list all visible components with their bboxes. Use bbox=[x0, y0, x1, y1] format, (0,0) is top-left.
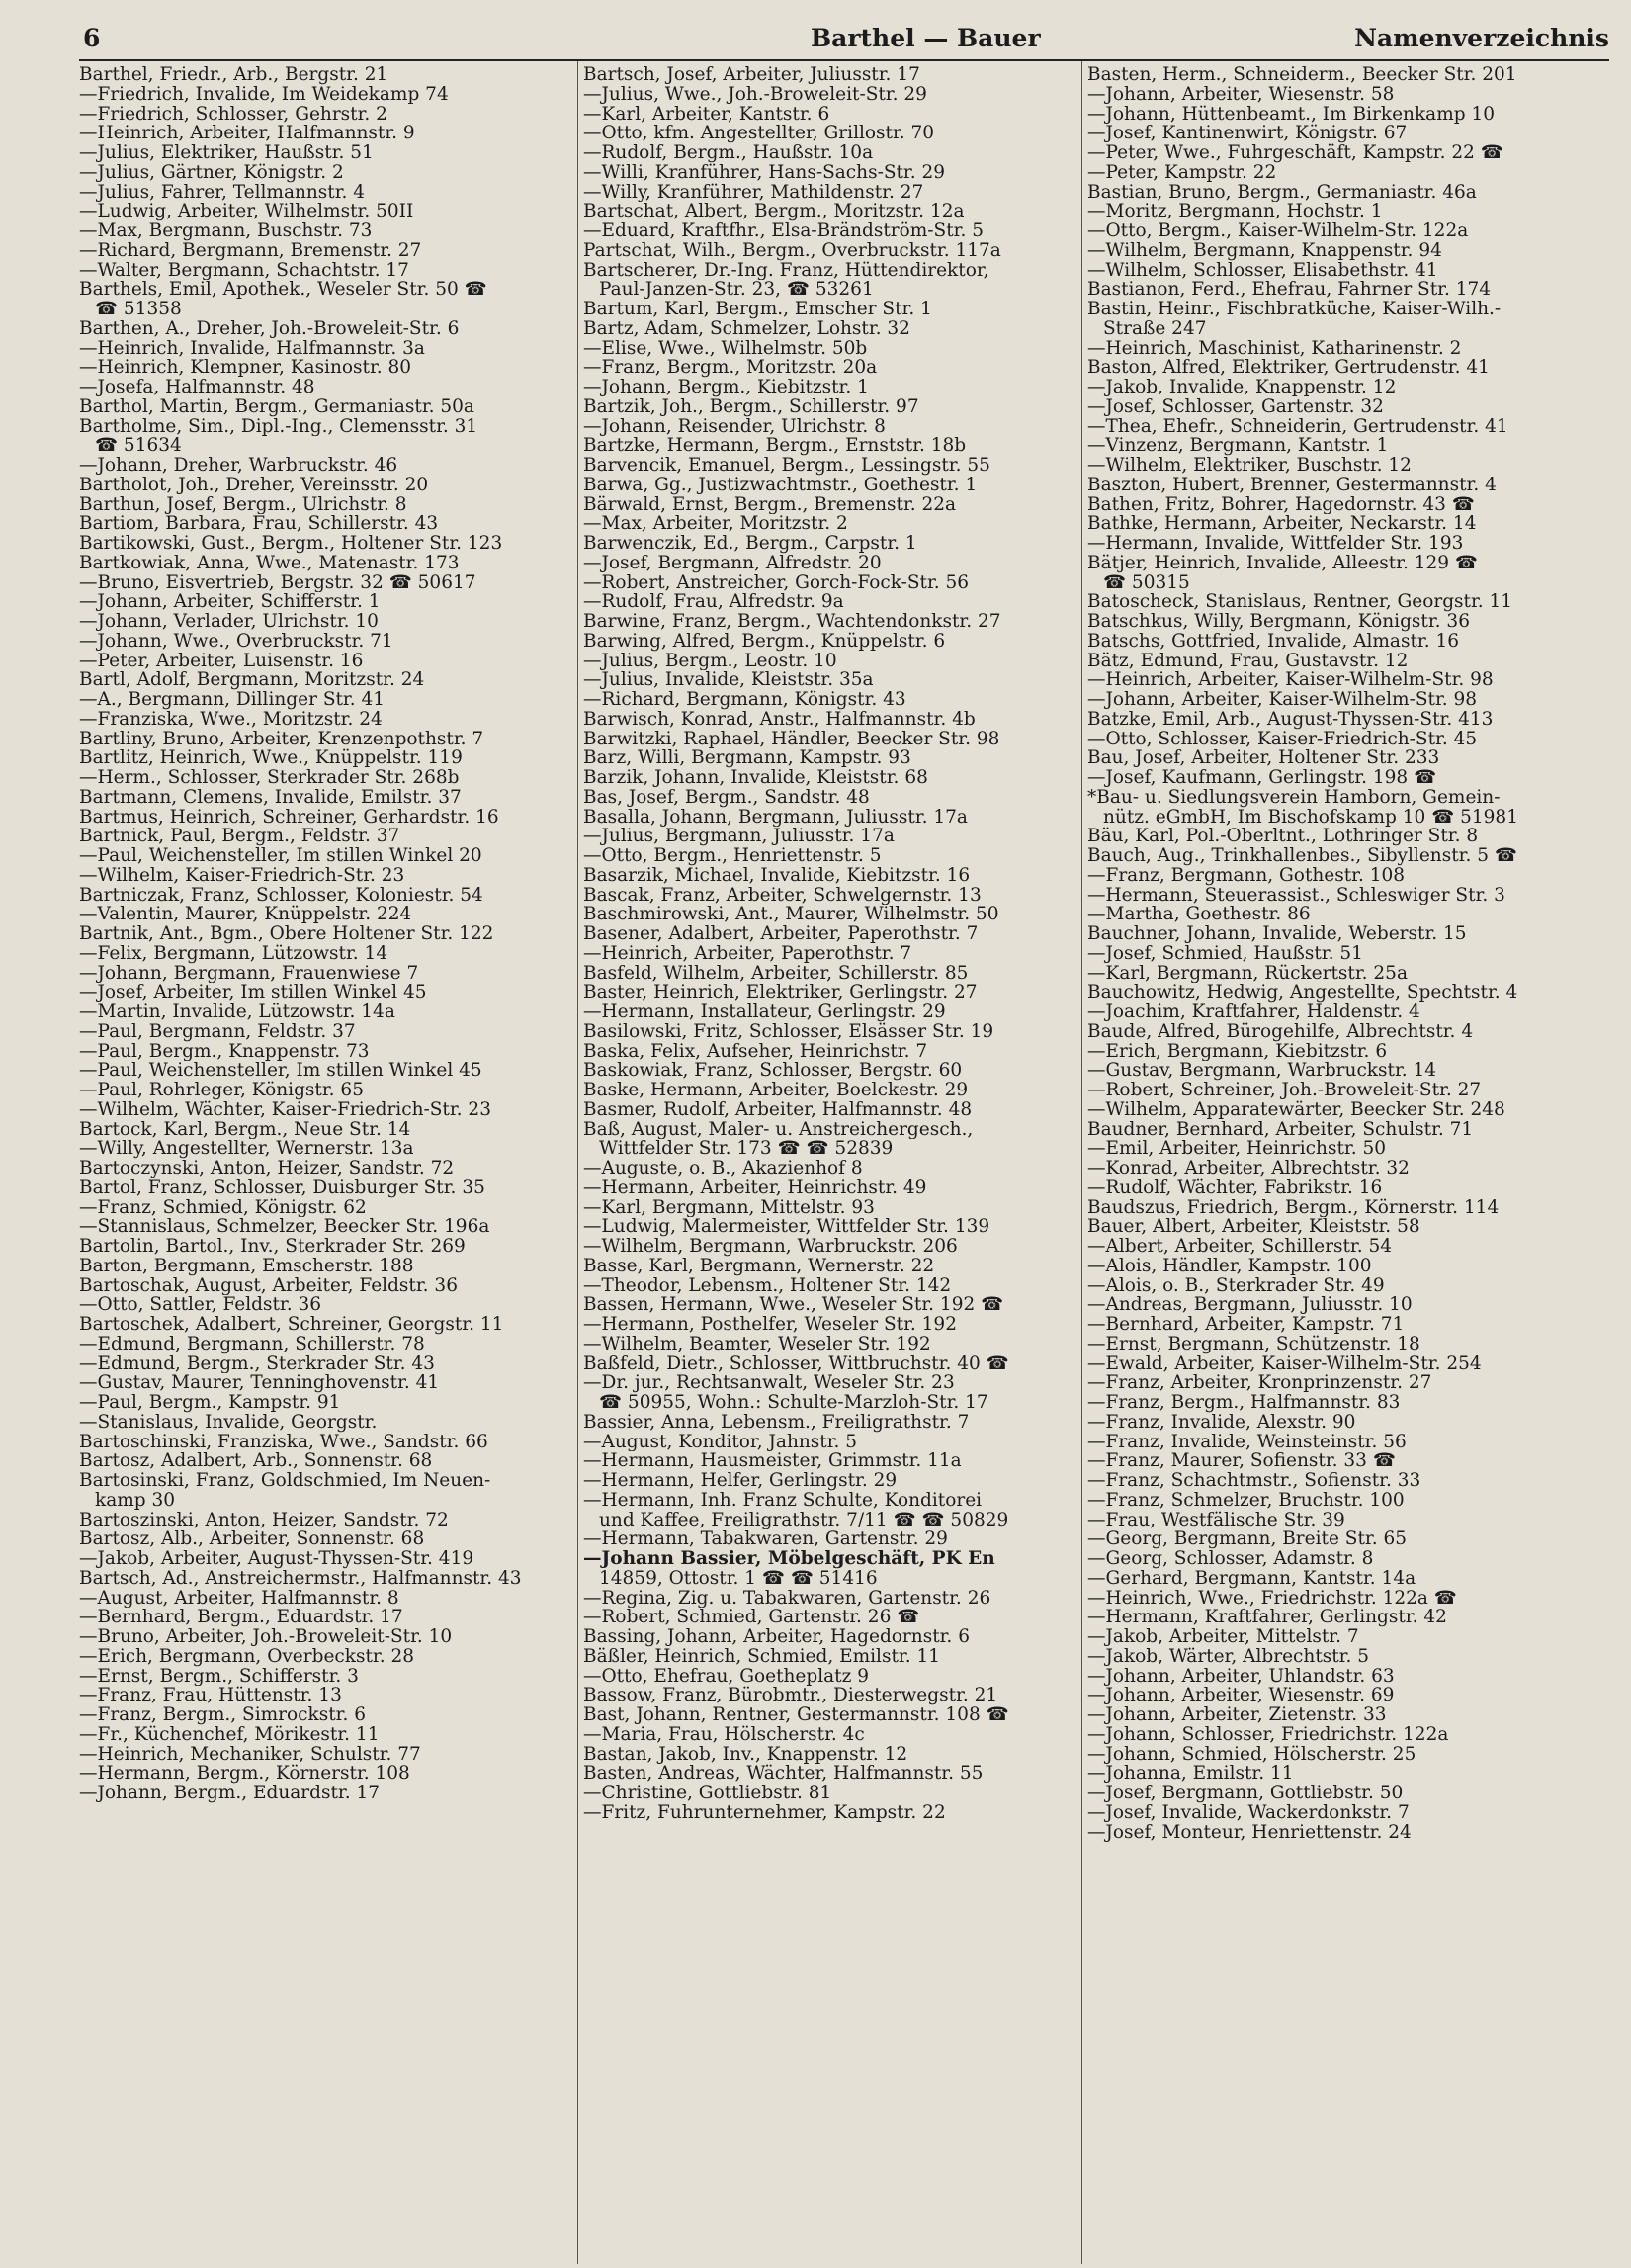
directory-entry: —Walter, Bergmann, Schachtstr. 17 bbox=[79, 260, 409, 281]
directory-entry: Bauer, Albert, Arbeiter, Kleiststr. 58 bbox=[1087, 1217, 1420, 1237]
directory-entry: —Johann, Schmied, Hölscherstr. 25 bbox=[1087, 1744, 1416, 1765]
directory-entry: —Peter, Kampstr. 22 bbox=[1087, 162, 1277, 183]
directory-entry: —Konrad, Arbeiter, Albrechtstr. 32 bbox=[1087, 1159, 1410, 1178]
directory-entry: —Wilhelm, Wächter, Kaiser-Friedrich-Str. 23 bbox=[79, 1099, 491, 1120]
directory-entry: Bartzke, Hermann, Bergm., Ernststr. 18b bbox=[583, 436, 967, 456]
directory-entry: —Ludwig, Malermeister, Wittfelder Str. 139 bbox=[583, 1217, 990, 1237]
directory-entry: —Paul, Bergmann, Feldstr. 37 bbox=[79, 1021, 356, 1042]
directory-entry: Basilowski, Fritz, Schlosser, Elsässer Str. 19 bbox=[583, 1021, 994, 1042]
directory-entry: Barthen, A., Dreher, Joh.-Broweleit-Str. 6 bbox=[79, 318, 460, 339]
directory-entry: —Stannislaus, Schmelzer, Beecker Str. 196a bbox=[79, 1217, 490, 1237]
directory-entry: —Karl, Bergmann, Rückertstr. 25a bbox=[1087, 963, 1408, 984]
running-head: Barthel — Bauer bbox=[811, 24, 1041, 52]
directory-entry: Straße 247 bbox=[1103, 318, 1207, 339]
directory-entry: Bartkowiak, Anna, Wwe., Matenastr. 173 bbox=[79, 553, 460, 573]
directory-entry: Bartschat, Albert, Bergm., Moritzstr. 12a bbox=[583, 202, 965, 221]
directory-entry: Batschkus, Willy, Bergmann, Königstr. 36 bbox=[1087, 612, 1470, 632]
directory-entry: —Paul, Bergm., Knappenstr. 73 bbox=[79, 1041, 370, 1062]
directory-entry: —Dr. jur., Rechtsanwalt, Weseler Str. 23 bbox=[583, 1373, 955, 1393]
directory-entry: —Alois, Händler, Kampstr. 100 bbox=[1087, 1256, 1372, 1276]
directory-entry: —Edmund, Bergm., Sterkrader Str. 43 bbox=[79, 1353, 435, 1374]
directory-entry: —Julius, Invalide, Kleiststr. 35a bbox=[583, 670, 874, 690]
directory-entry: —Josefa, Halfmannstr. 48 bbox=[79, 378, 315, 397]
directory-entry: —Julius, Bergm., Leostr. 10 bbox=[583, 651, 837, 671]
directory-entry: —Albert, Arbeiter, Schillerstr. 54 bbox=[1087, 1237, 1393, 1257]
directory-entry: Bärwald, Ernst, Bergm., Bremenstr. 22a bbox=[583, 494, 957, 515]
directory-entry: —Hermann, Arbeiter, Heinrichstr. 49 bbox=[583, 1178, 927, 1198]
directory-entry: Batschs, Gottfried, Invalide, Almastr. 16 bbox=[1087, 631, 1460, 652]
directory-entry: —Hermann, Tabakwaren, Gartenstr. 29 bbox=[583, 1529, 948, 1549]
entry-column-2 bbox=[583, 65, 1075, 2262]
directory-entry: —Bruno, Arbeiter, Joh.-Broweleit-Str. 10 bbox=[79, 1627, 453, 1647]
directory-entry: —Jakob, Invalide, Knappenstr. 12 bbox=[1087, 378, 1397, 397]
directory-entry: Bassen, Hermann, Wwe., Weseler Str. 192 ☎ bbox=[583, 1295, 1004, 1315]
directory-entry: —Peter, Arbeiter, Luisenstr. 16 bbox=[79, 651, 364, 671]
directory-entry: —Elise, Wwe., Wilhelmstr. 50b bbox=[583, 338, 868, 359]
directory-entry: —Friedrich, Schlosser, Gehrstr. 2 bbox=[79, 104, 387, 125]
directory-entry: —Georg, Schlosser, Adamstr. 8 bbox=[1087, 1549, 1374, 1569]
directory-entry: Baß, August, Maler- u. Anstreichergesch., bbox=[583, 1119, 974, 1140]
directory-entry: —Hermann, Hausmeister, Grimmstr. 11a bbox=[583, 1451, 962, 1471]
directory-entry: —Wilhelm, Bergmann, Warbruckstr. 206 bbox=[583, 1237, 958, 1257]
directory-entry: Basse, Karl, Bergmann, Wernerstr. 22 bbox=[583, 1256, 935, 1276]
directory-entry: —Hermann, Installateur, Gerlingstr. 29 bbox=[583, 1003, 946, 1022]
directory-entry: Bartmus, Heinrich, Schreiner, Gerhardstr. 16 bbox=[79, 807, 499, 828]
directory-entry: —Richard, Bergmann, Königstr. 43 bbox=[583, 690, 906, 710]
directory-entry: —Wilhelm, Beamter, Weseler Str. 192 bbox=[583, 1334, 931, 1354]
directory-entry: —Robert, Anstreicher, Gorch-Fock-Str. 56 bbox=[583, 572, 970, 593]
directory-entry: Baschmirowski, Ant., Maurer, Wilhelmstr. 50 bbox=[583, 905, 999, 924]
directory-entry: Bätjer, Heinrich, Invalide, Alleestr. 129 ☎ bbox=[1087, 553, 1478, 573]
directory-entry: —Johann, Bergm., Eduardstr. 17 bbox=[79, 1784, 381, 1803]
directory-entry: Baston, Alfred, Elektriker, Gertrudenstr. 41 bbox=[1087, 358, 1490, 378]
directory-entry: —Otto, Ehefrau, Goetheplatz 9 bbox=[583, 1666, 869, 1687]
directory-entry: —Martha, Goethestr. 86 bbox=[1087, 905, 1311, 924]
directory-entry: Bartscherer, Dr.-Ing. Franz, Hüttendirektor, bbox=[583, 260, 989, 281]
directory-entry: —Rudolf, Frau, Alfredstr. 9a bbox=[583, 592, 844, 612]
directory-entry: —Josef, Bergmann, Gottliebstr. 50 bbox=[1087, 1784, 1404, 1803]
directory-entry: —Josef, Monteur, Henriettenstr. 24 bbox=[1087, 1822, 1412, 1843]
directory-entry: ☎ 51634 bbox=[95, 436, 182, 456]
directory-entry: —Rudolf, Wächter, Fabrikstr. 16 bbox=[1087, 1178, 1383, 1198]
directory-entry: Bartoschinski, Franziska, Wwe., Sandstr. 66 bbox=[79, 1432, 488, 1452]
directory-entry: Bartoszinski, Anton, Heizer, Sandstr. 72 bbox=[79, 1510, 449, 1530]
directory-entry: —August, Arbeiter, Halfmannstr. 8 bbox=[79, 1588, 399, 1609]
directory-entry: —Heinrich, Arbeiter, Paperothstr. 7 bbox=[583, 943, 912, 964]
directory-entry: —Otto, Bergm., Kaiser-Wilhelm-Str. 122a bbox=[1087, 221, 1469, 241]
directory-entry: —Hermann, Bergm., Körnerstr. 108 bbox=[79, 1764, 410, 1784]
directory-entry: Bartsch, Josef, Arbeiter, Juliusstr. 17 bbox=[583, 65, 920, 85]
directory-entry: Bäßler, Heinrich, Schmied, Emilstr. 11 bbox=[583, 1646, 941, 1667]
directory-entry: —Wilhelm, Apparatewärter, Beecker Str. 248 bbox=[1087, 1099, 1505, 1120]
directory-entry: —Johann, Arbeiter, Wiesenstr. 69 bbox=[1087, 1686, 1395, 1705]
directory-entry: Batoscheck, Stanislaus, Rentner, Georgstr. 11 bbox=[1087, 592, 1513, 612]
directory-entry: Barwa, Gg., Justizwachtmstr., Goethestr. 1 bbox=[583, 475, 978, 495]
directory-entry: Bartol, Franz, Schlosser, Duisburger Str. 35 bbox=[79, 1178, 485, 1198]
directory-entry: —Gustav, Maurer, Tenninghovenstr. 41 bbox=[79, 1373, 440, 1393]
directory-entry: Bartholot, Joh., Dreher, Vereinsstr. 20 bbox=[79, 475, 429, 495]
directory-entry: —Johann, Arbeiter, Zietenstr. 33 bbox=[1087, 1705, 1387, 1725]
directory-entry: —Wilhelm, Bergmann, Knappenstr. 94 bbox=[1087, 240, 1442, 261]
directory-entry: —Karl, Arbeiter, Kantstr. 6 bbox=[583, 104, 830, 125]
directory-entry: —Gerhard, Bergmann, Kantstr. 14a bbox=[1087, 1568, 1416, 1589]
directory-entry: Barwing, Alfred, Bergm., Knüppelstr. 6 bbox=[583, 631, 946, 652]
directory-entry: Bartlitz, Heinrich, Wwe., Knüppelstr. 119 bbox=[79, 748, 463, 768]
directory-entry: —Heinrich, Invalide, Halfmannstr. 3a bbox=[79, 338, 425, 359]
directory-entry: —Franz, Bergm., Simrockstr. 6 bbox=[79, 1705, 367, 1725]
directory-entry: —Heinrich, Arbeiter, Kaiser-Wilhelm-Str. 98 bbox=[1087, 670, 1494, 690]
directory-entry: Bassier, Anna, Lebensm., Freiligrathstr. 7 bbox=[583, 1412, 970, 1433]
directory-entry: —Herm., Schlosser, Sterkrader Str. 268b bbox=[79, 768, 460, 788]
directory-entry: —Hermann, Inh. Franz Schulte, Konditorei bbox=[583, 1490, 983, 1511]
directory-entry: —Hermann, Steuerassist., Schleswiger Str. 3 bbox=[1087, 885, 1505, 906]
directory-entry: —Valentin, Maurer, Knüppelstr. 224 bbox=[79, 905, 412, 924]
column-divider bbox=[1081, 61, 1082, 2264]
directory-entry: —Franziska, Wwe., Moritzstr. 24 bbox=[79, 709, 383, 730]
directory-entry: —Josef, Kaufmann, Gerlingstr. 198 ☎ bbox=[1087, 768, 1437, 788]
directory-entry: Basarzik, Michael, Invalide, Kiebitzstr. 16 bbox=[583, 865, 971, 886]
directory-entry: —Franz, Maurer, Sofienstr. 33 ☎ bbox=[1087, 1451, 1396, 1471]
directory-entry: —Johann, Verlader, Ulrichstr. 10 bbox=[79, 612, 379, 632]
directory-entry: —Heinrich, Arbeiter, Halfmannstr. 9 bbox=[79, 124, 415, 143]
directory-entry: —Paul, Weichensteller, Im stillen Winkel 20 bbox=[79, 846, 482, 866]
directory-entry: —Theodor, Lebensm., Holtener Str. 142 bbox=[583, 1275, 952, 1296]
directory-entry: Bartikowski, Gust., Bergm., Holtener Str. 123 bbox=[79, 534, 503, 554]
directory-entry: —Emil, Arbeiter, Heinrichstr. 50 bbox=[1087, 1139, 1386, 1159]
directory-entry: Bartmann, Clemens, Invalide, Emilstr. 37 bbox=[79, 787, 462, 808]
directory-entry: Bassow, Franz, Bürobmtr., Diesterwegstr. 21 bbox=[583, 1686, 998, 1705]
directory-entry: —Heinrich, Klempner, Kasinostr. 80 bbox=[79, 358, 412, 378]
directory-entry: —Franz, Bergm., Moritzstr. 20a bbox=[583, 358, 878, 378]
directory-entry: —Erich, Bergmann, Kiebitzstr. 6 bbox=[1087, 1041, 1388, 1062]
directory-entry: Bartolin, Bartol., Inv., Sterkrader Str. 269 bbox=[79, 1237, 466, 1257]
directory-entry: Baude, Alfred, Bürogehilfe, Albrechtstr. 4 bbox=[1087, 1021, 1474, 1042]
directory-entry: Baudszus, Friedrich, Bergm., Körnerstr. 114 bbox=[1087, 1197, 1500, 1218]
directory-entry: —Johann, Bergmann, Frauenwiese 7 bbox=[79, 963, 419, 984]
directory-entry: —Hermann, Helfer, Gerlingstr. 29 bbox=[583, 1471, 898, 1491]
directory-entry: —Josef, Arbeiter, Im stillen Winkel 45 bbox=[79, 983, 427, 1003]
directory-entry: —Karl, Bergmann, Mittelstr. 93 bbox=[583, 1197, 875, 1218]
directory-entry: 14859, Ottostr. 1 ☎ ☎ 51416 bbox=[599, 1568, 878, 1589]
directory-entry: —Julius, Bergmann, Juliusstr. 17a bbox=[583, 827, 895, 846]
directory-entry: Barthel, Friedr., Arb., Bergstr. 21 bbox=[79, 65, 388, 85]
directory-entry: —Felix, Bergmann, Lützowstr. 14 bbox=[79, 943, 388, 964]
directory-entry: Bathen, Fritz, Bohrer, Hagedornstr. 43 ☎ bbox=[1087, 494, 1475, 515]
directory-entry: —Johann, Arbeiter, Kaiser-Wilhelm-Str. 98 bbox=[1087, 690, 1478, 710]
directory-entry: —Johann, Arbeiter, Schifferstr. 1 bbox=[79, 592, 381, 612]
directory-entry: Bartliny, Bruno, Arbeiter, Krenzenpothstr. 7 bbox=[79, 729, 484, 749]
directory-entry: —Paul, Rohrleger, Königstr. 65 bbox=[79, 1081, 364, 1100]
directory-entry: Bas, Josef, Bergm., Sandstr. 48 bbox=[583, 787, 870, 808]
directory-entry: Bartiom, Barbara, Frau, Schillerstr. 43 bbox=[79, 514, 439, 534]
directory-entry: Basten, Andreas, Wächter, Halfmannstr. 55 bbox=[583, 1764, 984, 1784]
directory-entry: Basten, Herm., Schneiderm., Beecker Str. 201 bbox=[1087, 65, 1517, 85]
directory-entry: —Johann, Schlosser, Friedrichstr. 122a bbox=[1087, 1724, 1449, 1745]
directory-entry: Bartosz, Adalbert, Arb., Sonnenstr. 68 bbox=[79, 1451, 433, 1471]
directory-entry: Bau, Josef, Arbeiter, Holtener Str. 233 bbox=[1087, 748, 1440, 768]
directory-entry: Bastan, Jakob, Inv., Knappenstr. 12 bbox=[583, 1744, 908, 1765]
directory-entry: —Max, Bergmann, Buschstr. 73 bbox=[79, 221, 373, 241]
directory-entry: Bartholme, Sim., Dipl.-Ing., Clemensstr. 31 bbox=[79, 416, 478, 437]
directory-entry: —Stanislaus, Invalide, Georgstr. bbox=[79, 1412, 378, 1433]
directory-entry: —Otto, Bergm., Henriettenstr. 5 bbox=[583, 846, 882, 866]
directory-entry: —Paul, Weichensteller, Im stillen Winkel 45 bbox=[79, 1061, 482, 1081]
directory-entry: Bäu, Karl, Pol.-Oberltnt., Lothringer Str. 8 bbox=[1087, 827, 1479, 846]
directory-entry: Baskowiak, Franz, Schlosser, Bergstr. 60 bbox=[583, 1061, 963, 1081]
directory-entry: —Thea, Ehefr., Schneiderin, Gertrudenstr. 41 bbox=[1087, 416, 1508, 437]
directory-entry: Barvencik, Emanuel, Bergm., Lessingstr. 55 bbox=[583, 456, 990, 476]
directory-entry: Basener, Adalbert, Arbeiter, Paperothstr. 7 bbox=[583, 924, 979, 944]
directory-entry: Barthun, Josef, Bergm., Ulrichstr. 8 bbox=[79, 494, 407, 515]
directory-entry: —Johann, Hüttenbeamt., Im Birkenkamp 10 bbox=[1087, 104, 1496, 125]
directory-entry: —Robert, Schmied, Gartenstr. 26 ☎ bbox=[583, 1608, 920, 1627]
directory-entry: Barthels, Emil, Apothek., Weseler Str. 50 ☎ bbox=[79, 280, 487, 300]
directory-entry: —Fritz, Fuhrunternehmer, Kampstr. 22 bbox=[583, 1802, 946, 1823]
directory-entry: Barwine, Franz, Bergm., Wachtendonkstr. 27 bbox=[583, 612, 1001, 632]
directory-entry: Baßfeld, Dietr., Schlosser, Wittbruchstr. 40 ☎ bbox=[583, 1353, 1009, 1374]
directory-entry: —Johann, Dreher, Warbruckstr. 46 bbox=[79, 456, 398, 476]
directory-entry: Barton, Bergmann, Emscherstr. 188 bbox=[79, 1256, 414, 1276]
directory-entry: Bartnik, Ant., Bgm., Obere Holtener Str. 122 bbox=[79, 924, 494, 944]
directory-entry: —Josef, Invalide, Wackerdonkstr. 7 bbox=[1087, 1802, 1410, 1823]
directory-entry: —Hermann, Posthelfer, Weseler Str. 192 bbox=[583, 1315, 957, 1335]
directory-entry: —Franz, Schmied, Königstr. 62 bbox=[79, 1197, 367, 1218]
directory-entry: Partschat, Wilh., Bergm., Overbruckstr. 117a bbox=[583, 240, 1001, 261]
directory-entry: —Franz, Bergm., Halfmannstr. 83 bbox=[1087, 1393, 1401, 1413]
directory-entry: —Julius, Elektriker, Haußstr. 51 bbox=[79, 143, 374, 163]
directory-entry: Bartosinski, Franz, Goldschmied, Im Neuen- bbox=[79, 1471, 491, 1491]
page-number: 6 bbox=[83, 24, 101, 52]
directory-entry: —Bernhard, Bergm., Eduardstr. 17 bbox=[79, 1608, 403, 1627]
directory-entry: —Jakob, Arbeiter, Mittelstr. 7 bbox=[1087, 1627, 1359, 1647]
directory-entry: —Erich, Bergmann, Overbeckstr. 28 bbox=[79, 1646, 415, 1667]
directory-entry: —Wilhelm, Schlosser, Elisabethstr. 41 bbox=[1087, 260, 1438, 281]
directory-entry: Bascak, Franz, Arbeiter, Schwelgernstr. 13 bbox=[583, 885, 982, 906]
directory-entry: —Julius, Fahrer, Tellmannstr. 4 bbox=[79, 182, 366, 203]
directory-entry: und Kaffee, Freiligrathstr. 7/11 ☎ ☎ 50829 bbox=[599, 1510, 1009, 1530]
directory-entry: Bauch, Aug., Trinkhallenbes., Sibyllenstr. 5 ☎ bbox=[1087, 846, 1517, 866]
directory-entry: Baske, Hermann, Arbeiter, Boelckestr. 29 bbox=[583, 1081, 969, 1100]
directory-entry: Barwisch, Konrad, Anstr., Halfmannstr. 4b bbox=[583, 709, 976, 730]
directory-entry: Bartniczak, Franz, Schlosser, Koloniestr. 54 bbox=[79, 885, 483, 906]
directory-entry: —Auguste, o. B., Akazienhof 8 bbox=[583, 1159, 863, 1178]
directory-entry: Barz, Willi, Bergmann, Kampstr. 93 bbox=[583, 748, 911, 768]
directory-entry: —Josef, Schlosser, Gartenstr. 32 bbox=[1087, 396, 1384, 417]
directory-entry: Bartoschak, August, Arbeiter, Feldstr. 36 bbox=[79, 1275, 458, 1296]
directory-entry: Bartum, Karl, Bergm., Emscher Str. 1 bbox=[583, 300, 932, 319]
directory-entry: —Johann, Bergm., Kiebitzstr. 1 bbox=[583, 378, 869, 397]
directory-entry: Bartnick, Paul, Bergm., Feldstr. 37 bbox=[79, 827, 400, 846]
directory-entry: —Josef, Bergmann, Alfredstr. 20 bbox=[583, 553, 882, 573]
directory-entry: —Ludwig, Arbeiter, Wilhelmstr. 50II bbox=[79, 202, 414, 221]
directory-entry: Bartzik, Joh., Bergm., Schillerstr. 97 bbox=[583, 396, 919, 417]
directory-entry: Baudner, Bernhard, Arbeiter, Schulstr. 71 bbox=[1087, 1119, 1474, 1140]
directory-entry: Barwenczik, Ed., Bergm., Carpstr. 1 bbox=[583, 534, 917, 554]
directory-entry: —Robert, Schreiner, Joh.-Broweleit-Str. 27 bbox=[1087, 1081, 1482, 1100]
directory-entry: —Franz, Bergmann, Gothestr. 108 bbox=[1087, 865, 1406, 886]
directory-entry: —Ernst, Bergmann, Schützenstr. 18 bbox=[1087, 1334, 1420, 1354]
directory-entry: —August, Konditor, Jahnstr. 5 bbox=[583, 1432, 858, 1452]
directory-entry: —Frau, Westfälische Str. 39 bbox=[1087, 1510, 1345, 1530]
directory-entry: —Willy, Angestellter, Wernerstr. 13a bbox=[79, 1139, 414, 1159]
directory-entry: —Bernhard, Arbeiter, Kampstr. 71 bbox=[1087, 1315, 1405, 1335]
directory-entry: —Johann, Reisender, Ulrichstr. 8 bbox=[583, 416, 886, 437]
directory-entry: Barzik, Johann, Invalide, Kleiststr. 68 bbox=[583, 768, 928, 788]
directory-entry: Bartl, Adolf, Bergmann, Moritzstr. 24 bbox=[79, 670, 425, 690]
directory-entry: Batzke, Emil, Arb., August-Thyssen-Str. 413 bbox=[1087, 709, 1494, 730]
directory-entry: —Franz, Invalide, Weinsteinstr. 56 bbox=[1087, 1432, 1407, 1452]
directory-entry: —Jakob, Arbeiter, August-Thyssen-Str. 419 bbox=[79, 1549, 474, 1569]
directory-entry: Bastian, Bruno, Bergm., Germaniastr. 46a bbox=[1087, 182, 1477, 203]
directory-entry: Bast, Johann, Rentner, Gestermannstr. 108 ☎ bbox=[583, 1705, 1009, 1725]
directory-entry: Baska, Felix, Aufseher, Heinrichstr. 7 bbox=[583, 1041, 928, 1062]
directory-entry: —Johann Bassier, Möbelgeschäft, PK En bbox=[583, 1549, 995, 1569]
directory-entry: Bassing, Johann, Arbeiter, Hagedornstr. 6 bbox=[583, 1627, 970, 1647]
directory-entry: —Johann, Arbeiter, Uhlandstr. 63 bbox=[1087, 1666, 1395, 1687]
directory-entry: —Gustav, Bergmann, Warbruckstr. 14 bbox=[1087, 1061, 1437, 1081]
directory-entry: —Heinrich, Wwe., Friedrichstr. 122a ☎ bbox=[1087, 1588, 1457, 1609]
directory-entry: —Wilhelm, Kaiser-Friedrich-Str. 23 bbox=[79, 865, 405, 886]
directory-entry: Baszton, Hubert, Brenner, Gestermannstr. 4 bbox=[1087, 475, 1497, 495]
directory-entry: kamp 30 bbox=[95, 1490, 176, 1511]
directory-entry: Basmer, Rudolf, Arbeiter, Halfmannstr. 48 bbox=[583, 1099, 973, 1120]
directory-entry: Basfeld, Wilhelm, Arbeiter, Schillerstr. 85 bbox=[583, 963, 969, 984]
directory-entry: —Bruno, Eisvertrieb, Bergstr. 32 ☎ 50617 bbox=[79, 572, 476, 593]
directory-entry: Bastin, Heinr., Fischbratküche, Kaiser-Wilh.- bbox=[1087, 300, 1502, 319]
directory-entry: Bartz, Adam, Schmelzer, Lohstr. 32 bbox=[583, 318, 910, 339]
directory-entry: —Otto, Sattler, Feldstr. 36 bbox=[79, 1295, 322, 1315]
directory-entry: ☎ 50315 bbox=[1103, 572, 1190, 593]
directory-entry: —Moritz, Bergmann, Hochstr. 1 bbox=[1087, 202, 1383, 221]
column-divider bbox=[577, 61, 578, 2264]
directory-entry: —Andreas, Bergmann, Juliusstr. 10 bbox=[1087, 1295, 1413, 1315]
directory-entry: —Franz, Arbeiter, Kronprinzenstr. 27 bbox=[1087, 1373, 1432, 1393]
directory-entry: —Christine, Gottliebstr. 81 bbox=[583, 1784, 832, 1803]
directory-entry: —Max, Arbeiter, Moritzstr. 2 bbox=[583, 514, 848, 534]
directory-entry: Bartsch, Ad., Anstreichermstr., Halfmannstr. 43 bbox=[79, 1568, 522, 1589]
directory-entry: —A., Bergmann, Dillinger Str. 41 bbox=[79, 690, 386, 710]
directory-entry: Bartoczynski, Anton, Heizer, Sandstr. 72 bbox=[79, 1159, 455, 1178]
directory-entry: Bätz, Edmund, Frau, Gustavstr. 12 bbox=[1087, 651, 1409, 671]
directory-entry: —Franz, Frau, Hüttenstr. 13 bbox=[79, 1686, 342, 1705]
directory-entry: —Fr., Küchenchef, Mörikestr. 11 bbox=[79, 1724, 380, 1745]
directory-entry: —Josef, Kantinenwirt, Königstr. 67 bbox=[1087, 124, 1408, 143]
header-rule bbox=[79, 59, 1609, 61]
directory-entry: Bauchowitz, Hedwig, Angestellte, Spechtstr. 4 bbox=[1087, 983, 1518, 1003]
directory-entry: nütz. eGmbH, Im Bischofskamp 10 ☎ 51981 bbox=[1103, 807, 1518, 828]
directory-entry: —Heinrich, Mechaniker, Schulstr. 77 bbox=[79, 1744, 421, 1765]
directory-entry: Baster, Heinrich, Elektriker, Gerlingstr. 27 bbox=[583, 983, 978, 1003]
directory-entry: —Maria, Frau, Hölscherstr. 4c bbox=[583, 1724, 865, 1745]
directory-entry: —Julius, Wwe., Joh.-Broweleit-Str. 29 bbox=[583, 84, 927, 105]
page-header bbox=[79, 24, 1609, 63]
directory-entry: —Johanna, Emilstr. 11 bbox=[1087, 1764, 1294, 1784]
directory-entry: Basalla, Johann, Bergmann, Juliusstr. 17a bbox=[583, 807, 968, 828]
directory-entry: —Edmund, Bergmann, Schillerstr. 78 bbox=[79, 1334, 425, 1354]
directory-entry: Barthol, Martin, Bergm., Germaniastr. 50a bbox=[79, 396, 474, 417]
directory-entry: —Julius, Gärtner, Königstr. 2 bbox=[79, 162, 344, 183]
directory-entry: *Bau- u. Siedlungsverein Hamborn, Gemein- bbox=[1087, 787, 1501, 808]
directory-entry: —Regina, Zig. u. Tabakwaren, Gartenstr. 26 bbox=[583, 1588, 991, 1609]
directory-entry: —Ernst, Bergm., Schifferstr. 3 bbox=[79, 1666, 359, 1687]
section-title: Namenverzeichnis bbox=[1354, 24, 1609, 52]
directory-entry: —Willi, Kranführer, Hans-Sachs-Str. 29 bbox=[583, 162, 946, 183]
directory-entry: —Paul, Bergm., Kampstr. 91 bbox=[79, 1393, 341, 1413]
directory-entry: —Josef, Schmied, Haußstr. 51 bbox=[1087, 943, 1363, 964]
directory-entry: —Friedrich, Invalide, Im Weidekamp 74 bbox=[79, 84, 449, 105]
directory-entry: —Rudolf, Bergm., Haußstr. 10a bbox=[583, 143, 874, 163]
directory-entry: —Hermann, Kraftfahrer, Gerlingstr. 42 bbox=[1087, 1608, 1447, 1627]
directory-entry: —Otto, kfm. Angestellter, Grillostr. 70 bbox=[583, 124, 935, 143]
directory-entry: —Alois, o. B., Sterkrader Str. 49 bbox=[1087, 1275, 1385, 1296]
directory-entry: Bartosz, Alb., Arbeiter, Sonnenstr. 68 bbox=[79, 1529, 425, 1549]
directory-entry: —Johann, Wwe., Overbruckstr. 71 bbox=[79, 631, 393, 652]
directory-entry: Wittfelder Str. 173 ☎ ☎ 52839 bbox=[599, 1139, 894, 1159]
entry-column-3 bbox=[1087, 65, 1609, 2262]
directory-entry: —Franz, Schmelzer, Bruchstr. 100 bbox=[1087, 1490, 1405, 1511]
directory-entry: —Ewald, Arbeiter, Kaiser-Wilhelm-Str. 254 bbox=[1087, 1353, 1482, 1374]
directory-entry: —Jakob, Wärter, Albrechtstr. 5 bbox=[1087, 1646, 1370, 1667]
directory-entry: —Willy, Kranführer, Mathildenstr. 27 bbox=[583, 182, 924, 203]
directory-entry: —Joachim, Kraftfahrer, Haldenstr. 4 bbox=[1087, 1003, 1420, 1022]
directory-entry: ☎ 51358 bbox=[95, 300, 182, 319]
directory-entry: Paul-Janzen-Str. 23, ☎ 53261 bbox=[599, 280, 874, 300]
directory-entry: —Franz, Invalide, Alexstr. 90 bbox=[1087, 1412, 1356, 1433]
entry-column-1 bbox=[79, 65, 571, 2262]
directory-entry: —Hermann, Invalide, Wittfelder Str. 193 bbox=[1087, 534, 1464, 554]
directory-entry: ☎ 50955, Wohn.: Schulte-Marzloh-Str. 17 bbox=[599, 1393, 988, 1413]
directory-entry: Barwitzki, Raphael, Händler, Beecker Str. 98 bbox=[583, 729, 1000, 749]
directory-entry: —Heinrich, Maschinist, Katharinenstr. 2 bbox=[1087, 338, 1462, 359]
directory-entry: —Wilhelm, Elektriker, Buschstr. 12 bbox=[1087, 456, 1412, 476]
directory-entry: —Franz, Schachtmstr., Sofienstr. 33 bbox=[1087, 1471, 1421, 1491]
directory-entry: Bartoschek, Adalbert, Schreiner, Georgstr. 11 bbox=[79, 1315, 504, 1335]
directory-entry: —Martin, Invalide, Lützowstr. 14a bbox=[79, 1003, 395, 1022]
directory-entry: —Johann, Arbeiter, Wiesenstr. 58 bbox=[1087, 84, 1395, 105]
directory-entry: Bastianon, Ferd., Ehefrau, Fahrner Str. 174 bbox=[1087, 280, 1492, 300]
directory-entry: —Vinzenz, Bergmann, Kantstr. 1 bbox=[1087, 436, 1389, 456]
directory-entry: Bathke, Hermann, Arbeiter, Neckarstr. 14 bbox=[1087, 514, 1477, 534]
directory-entry: —Eduard, Kraftfhr., Elsa-Brändström-Str. 5 bbox=[583, 221, 985, 241]
directory-entry: Bauchner, Johann, Invalide, Weberstr. 15 bbox=[1087, 924, 1467, 944]
directory-entry: —Peter, Wwe., Fuhrgeschäft, Kampstr. 22 ☎ bbox=[1087, 143, 1503, 163]
directory-entry: —Otto, Schlosser, Kaiser-Friedrich-Str. 45 bbox=[1087, 729, 1478, 749]
directory-entry: Bartock, Karl, Bergm., Neue Str. 14 bbox=[79, 1119, 411, 1140]
directory-entry: —Richard, Bergmann, Bremenstr. 27 bbox=[79, 240, 422, 261]
directory-entry: —Georg, Bergmann, Breite Str. 65 bbox=[1087, 1529, 1407, 1549]
